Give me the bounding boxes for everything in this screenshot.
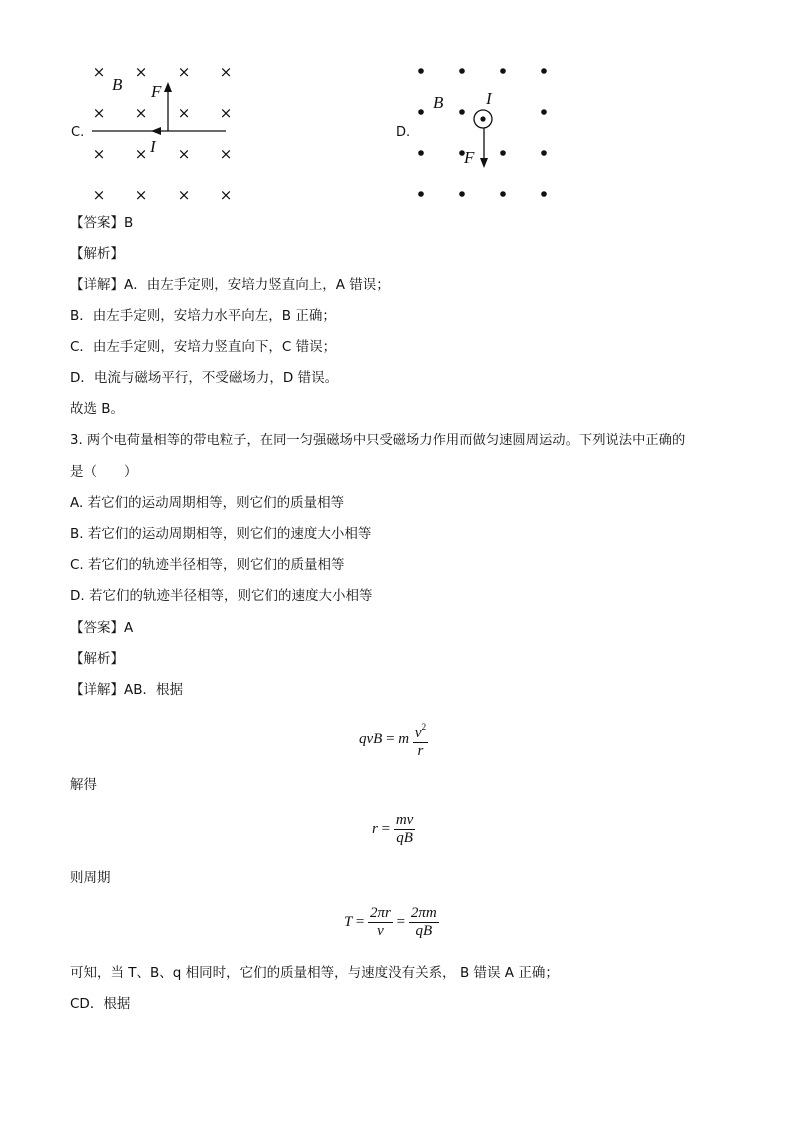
- dot-symbol: [500, 68, 506, 74]
- formula-eq-2: =: [396, 913, 406, 930]
- fraction-1: [368, 905, 393, 940]
- formula-eq: =: [386, 730, 395, 747]
- cross-symbol: ×: [177, 63, 191, 81]
- formula-lhs: r: [372, 820, 378, 837]
- fraction-2: [409, 905, 439, 940]
- option-d: D. 若它们的轨迹半径相等，则它们的速度大小相等: [70, 588, 373, 604]
- dot-symbol: [541, 191, 547, 197]
- conclusion-text: 可知，当 T、B、q 相同时，它们的质量相等，与速度没有关系， B 错误 A 正确；: [70, 965, 559, 981]
- option-b: B. 若它们的运动周期相等，则它们的速度大小相等: [70, 526, 372, 542]
- field-label-b: B: [433, 93, 444, 112]
- cross-symbol: ×: [92, 63, 106, 81]
- analysis-label-2: 【解析】: [70, 651, 124, 667]
- denominator-1: v: [377, 923, 384, 939]
- cross-symbol: ×: [219, 63, 233, 81]
- cross-symbol: ×: [134, 186, 148, 204]
- field-symbols-d: [418, 68, 547, 197]
- solve-text: 解得: [70, 777, 97, 793]
- cross-symbol: ×: [92, 186, 106, 204]
- denominator: qB: [396, 830, 413, 846]
- detail-a: 【详解】A．由左手定则，安培力竖直向上，A 错误；: [70, 277, 390, 293]
- dot-symbol: [541, 150, 547, 156]
- fraction: [394, 812, 416, 847]
- formula-force-balance: [359, 719, 428, 760]
- cross-symbol: ×: [177, 145, 191, 163]
- current-label-i: I: [150, 137, 156, 156]
- detail-c: C．由左手定则，安培力竖直向下，C 错误；: [70, 339, 337, 355]
- fraction: [413, 719, 428, 760]
- denominator: r: [417, 743, 424, 759]
- option-d-label: D.: [396, 125, 411, 140]
- formula-lhs: qvB: [359, 730, 383, 747]
- current-out-of-page-dot: [480, 116, 485, 121]
- detail-ab: 【详解】AB．根据: [70, 682, 183, 698]
- dot-symbol: [500, 150, 506, 156]
- cross-symbol: ×: [177, 186, 191, 204]
- force-arrowhead: [480, 158, 488, 168]
- period-text: 则周期: [70, 870, 111, 886]
- dot-symbol: [418, 150, 424, 156]
- cd-text: CD．根据: [70, 996, 131, 1012]
- numerator: v: [414, 725, 422, 741]
- formula-eq: =: [381, 820, 391, 837]
- dot-symbol: [459, 109, 465, 115]
- figure-d: [405, 60, 605, 210]
- dot-symbol: [418, 109, 424, 115]
- formula-coef: m: [398, 730, 410, 747]
- cross-symbol: ×: [177, 104, 191, 122]
- force-label-f: F: [464, 148, 475, 167]
- question-3-stem-cont: 是（ ）: [70, 464, 138, 480]
- formula-radius: [372, 812, 415, 847]
- numerator-2: 2πm: [410, 905, 437, 921]
- option-a: A. 若它们的运动周期相等，则它们的质量相等: [70, 495, 345, 511]
- cross-symbol: ×: [219, 104, 233, 122]
- dot-symbol: [500, 191, 506, 197]
- dot-symbol: [418, 191, 424, 197]
- dot-symbol: [541, 68, 547, 74]
- figure-c: [85, 60, 285, 210]
- answer-label-2: 【答案】A: [70, 620, 134, 636]
- cross-symbol: ×: [134, 63, 148, 81]
- cross-symbol: ×: [219, 145, 233, 163]
- force-label-f: F: [151, 82, 162, 101]
- detail-b: B．由左手定则，安培力水平向左，B 正确；: [70, 308, 336, 324]
- dot-symbol: [418, 68, 424, 74]
- field-label-b: B: [112, 75, 123, 94]
- numerator: mv: [395, 812, 414, 828]
- answer-label: 【答案】B: [70, 215, 134, 231]
- cross-symbol: ×: [134, 104, 148, 122]
- option-c-label: C.: [71, 125, 85, 140]
- denominator-2: qB: [415, 923, 433, 939]
- detail-d: D．电流与磁场平行，不受磁场力，D 错误。: [70, 370, 339, 386]
- force-arrowhead: [164, 82, 172, 92]
- cross-symbol: ×: [92, 104, 106, 122]
- analysis-label: 【解析】: [70, 246, 124, 262]
- cross-symbol: ×: [92, 145, 106, 163]
- formula-eq: =: [355, 913, 365, 930]
- dot-symbol: [459, 68, 465, 74]
- current-arrowhead: [151, 127, 161, 135]
- cross-symbol: ×: [219, 186, 233, 204]
- choose-b: 故选 B。: [70, 401, 125, 417]
- dot-symbol: [459, 191, 465, 197]
- formula-period: [344, 905, 439, 940]
- formula-lhs: T: [344, 913, 353, 930]
- numerator-1: 2πr: [370, 905, 391, 921]
- option-c: C. 若它们的轨迹半径相等，则它们的质量相等: [70, 557, 345, 573]
- cross-symbol: ×: [134, 145, 148, 163]
- exponent: 2: [421, 722, 427, 732]
- dot-symbol: [541, 109, 547, 115]
- question-3-stem: 3. 两个电荷量相等的带电粒子，在同一匀强磁场中只受磁场力作用而做匀速圆周运动。下列说法中正确的: [70, 433, 686, 448]
- current-label-i: I: [486, 89, 492, 108]
